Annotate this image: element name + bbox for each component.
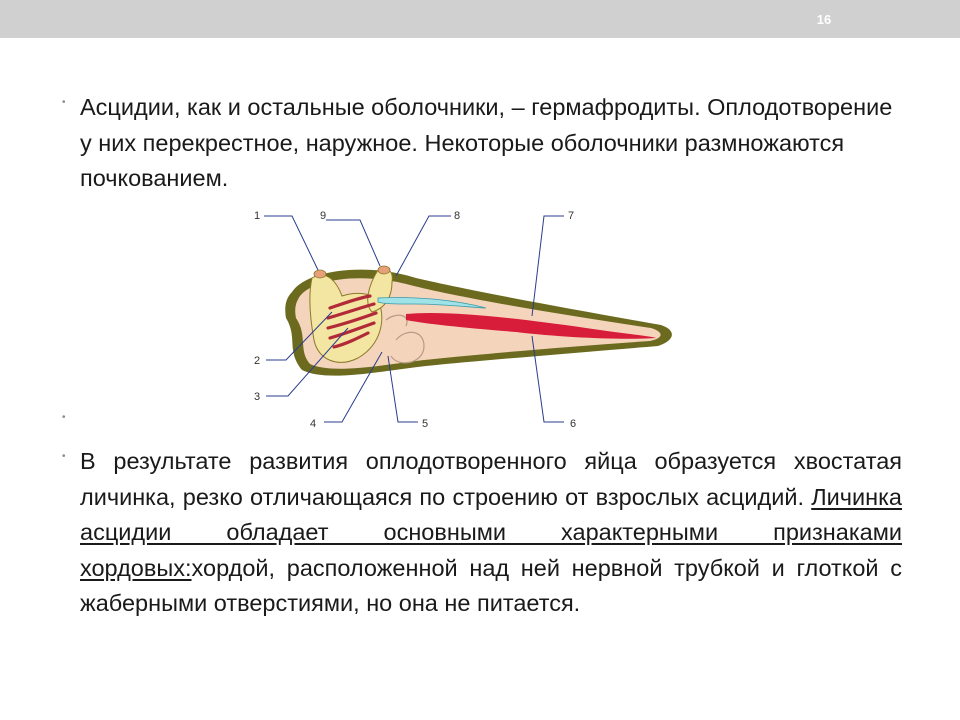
diagram-label-3: 3 (254, 391, 261, 403)
bullet-empty: • (62, 412, 66, 423)
paragraph-larva-underlined: Личинка асцидии обладает основными характерными признаками хордовых: (80, 483, 902, 581)
leader-line-7 (532, 216, 564, 316)
diagram-label-1: 1 (254, 210, 261, 222)
diagram-label-4: 4 (310, 418, 317, 430)
bullet-2: • (62, 451, 66, 462)
slide-header-bar (0, 0, 960, 38)
diagram-label-6: 6 (570, 418, 577, 430)
bullet-1: • (62, 97, 66, 108)
ascidian-larva-diagram (246, 200, 686, 440)
diagram-label-5: 5 (422, 418, 429, 430)
paragraph-reproduction: Асцидии, как и остальные оболочники, – гермафродиты. Оплодотворение у них перекрестное, наружное. Некоторые оболочники размножаются почкованием. (80, 94, 893, 191)
diagram-label-7: 7 (568, 210, 575, 222)
paragraph-larva (80, 444, 902, 622)
paragraph-larva-text-1: В результате развития оплодотворенного яйца образуется хвостатая личинка, резко отличающаяся по строению от взрослых асцидий. (80, 448, 902, 510)
page-number: 16 (816, 12, 832, 27)
diagram-label-8: 8 (454, 210, 461, 222)
paragraph-larva-text-2: хордой, расположенной над ней нервной трубкой и глоткой с жаберными отверстиями, но она не питается. (80, 554, 902, 616)
diagram-label-2: 2 (254, 355, 261, 367)
leader-line-1 (264, 216, 318, 270)
leader-line-8 (396, 216, 451, 276)
leader-line-9 (326, 220, 380, 266)
diagram-label-9: 9 (320, 210, 327, 222)
